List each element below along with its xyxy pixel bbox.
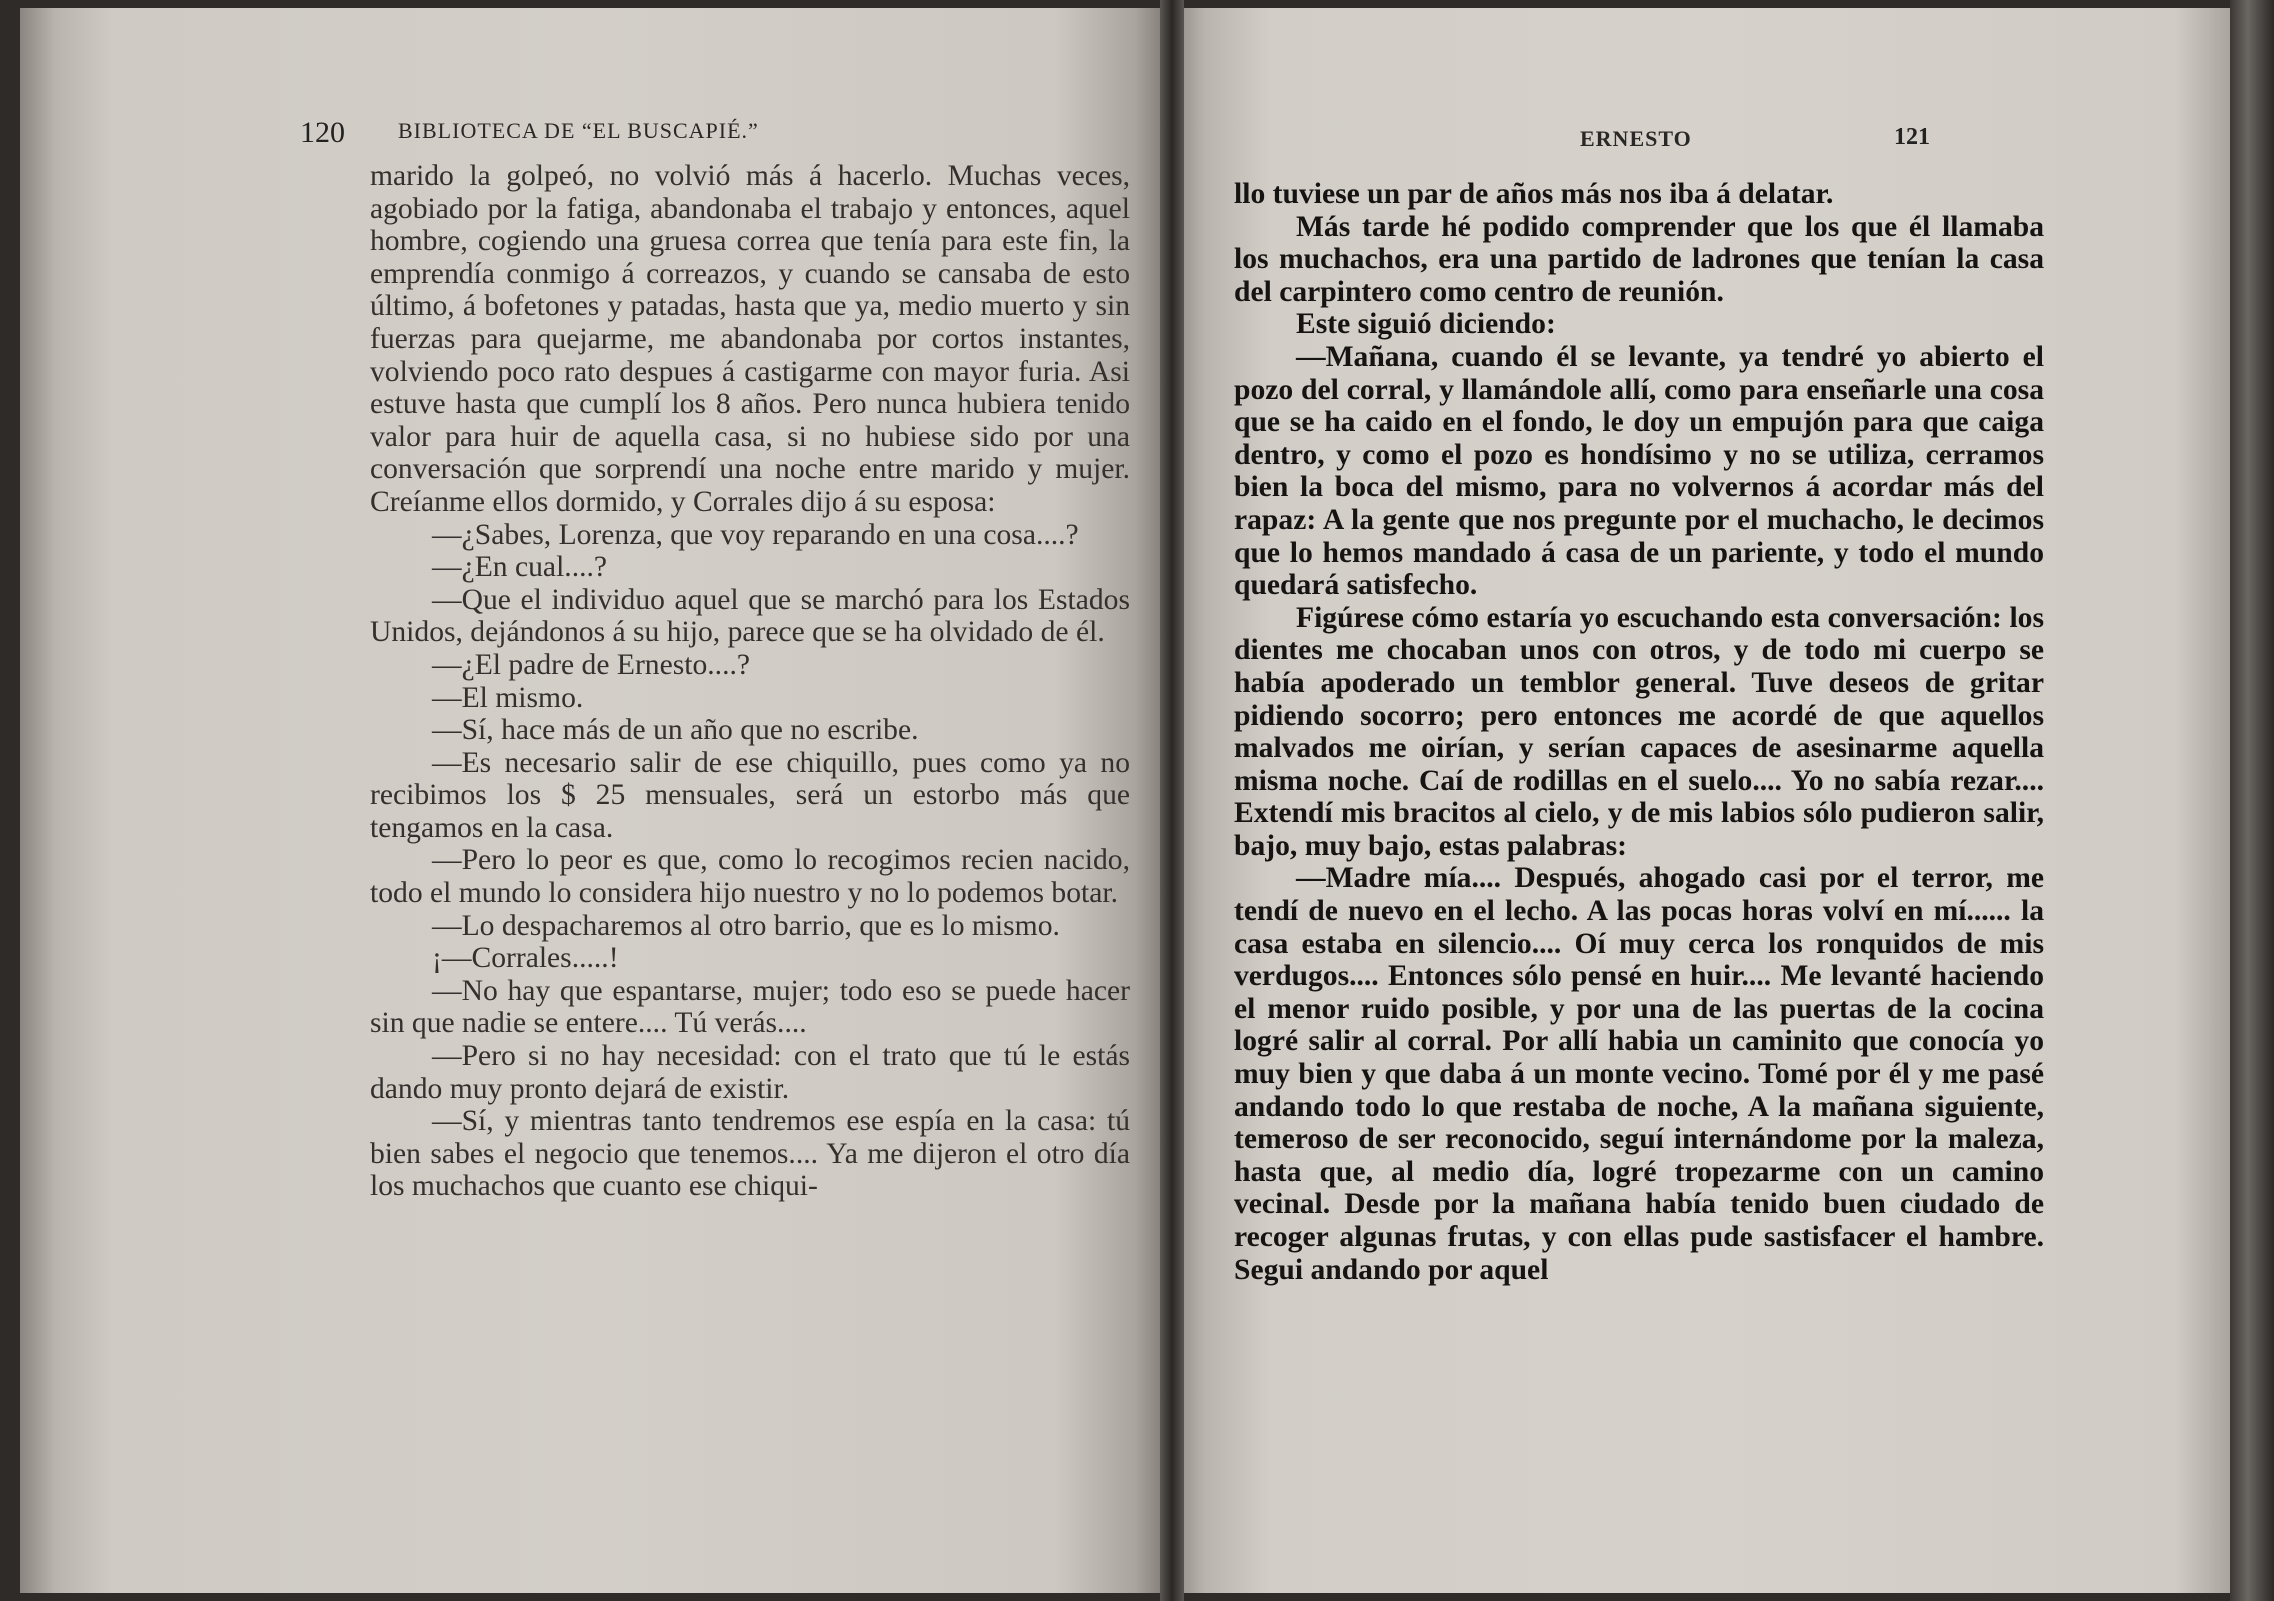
- left-page: [20, 8, 1170, 1593]
- dialogue-line: —Sí, hace más de un año que no escribe.: [432, 714, 919, 747]
- dialogue-line: —Mañana, cuando él se levante, ya tendré yo abierto el pozo del corral, y llamándole allí, como para enseñarle una cosa que se ha caido en el fondo, le doy un empujón para que caiga dentro, y como el pozo es hondísimo y no se utiliza, cerramos bien la boca del mismo, para no volvernos á acordar más del rapaz: A la gente que nos pregunte por el muchacho, le decimos que lo hemos mandado á casa de un pariente, y todo el mundo quedará satisfecho.: [1234, 340, 2044, 602]
- dialogue-line: —Pero lo peor es que, como lo recogimos recien nacido, todo el mundo lo considera hijo nuestro y no lo podemos botar.: [370, 844, 1130, 910]
- dialogue-line: —¿En cual....?: [432, 551, 608, 584]
- dialogue-line: ¡—Corrales.....!: [432, 942, 619, 975]
- paragraph: Este siguió diciendo:: [1296, 308, 1556, 341]
- dialogue-line: —Lo despacharemos al otro barrio, que es lo mismo.: [432, 909, 1060, 942]
- left-running-head: BIBLIOTECA DE “EL BUSCAPIÉ.”: [398, 118, 759, 143]
- paragraph: Más tarde hé podido comprender que los que él llamaba los muchachos, era una partido de ladrones que tenían la casa del carpintero como centro de reunión.: [1234, 210, 2044, 308]
- dialogue-line: —Que el individuo aquel que se marchó para los Estados Unidos, dejándonos á su hijo, parece que se ha olvidado de él.: [370, 583, 1130, 649]
- paragraph: llo tuviese un par de años más nos iba á delatar.: [1234, 178, 1834, 210]
- dialogue-line: —El mismo.: [432, 681, 584, 714]
- paragraph: marido la golpeó, no volvió más á hacerlo. Muchas veces, agobiado por la fatiga, abandonaba el trabajo y entonces, aquel hombre, cogiendo una gruesa correa que tenía para este fin, la emprendía conmigo á correazos, y cuando se cansaba de esto último, á bofetones y patadas, hasta que ya, medio muerto y sin fuerzas para quejarme, me abandonaba por cortos instantes, volviendo poco rato despues á castigarme con mayor furia. Asi estuve hasta que cumplí los 8 años. Pero nunca hubiera tenido valor para huir de aquella casa, si no hubiese sido por una conversación que sorprendí una noche entre marido y mujer. Creíanme ellos dormido, y Corrales dijo á su esposa:: [370, 160, 1130, 518]
- dialogue-line: —Es necesario salir de ese chiquillo, pues como ya no recibimos los $ 25 mensuales, será un estorbo más que tengamos en la casa.: [370, 746, 1130, 844]
- paragraph: —Madre mía.... Después, ahogado casi por el terror, me tendí de nuevo en el lecho. A las pocas horas volví en mí...... la casa estaba en silencio.... Oí muy cerca los ronquidos de mis verdugos.... Entonces sólo pensé en huir.... Me levanté haciendo el menor ruido posible, y por una de las puertas de la cocina logré salir al corral. Por allí habia un caminito que conocía yo muy bien y que daba á un monte vecino. Tomé por él y me pasé andando todo lo que restaba de noche, A la mañana siguiente, temeroso de ser reconocido, seguí internándome por la maleza, hasta que, al medio día, logré tropezarme con un camino vecinal. Desde por la mañana había tenido buen ciudado de recoger algunas frutas, y con ellas pude sastisfacer el hambre. Segui andando por aquel: [1234, 862, 2044, 1286]
- paragraph: Figúrese cómo estaría yo escuchando esta conversación: los dientes me chocaban unos con otros, y de todo mi cuerpo se había apoderado un temblor general. Tuve deseos de gritar pidiendo socorro; pero entonces me acordé de que aquellos malvados me oirían, y serían capaces de asesinarme aquella misma noche. Caí de rodillas en el suelo.... Yo no sabía rezar.... Extendí mis bracitos al cielo, y de mis labios sólo pudieron salir, bajo, muy bajo, estas palabras:: [1234, 601, 2044, 862]
- right-page-text: [1234, 178, 2044, 1286]
- left-page-number: 120: [300, 116, 345, 149]
- dialogue-line: —Sí, y mientras tanto tendremos ese espía en la casa: tú bien sabes el negocio que tenemos.... Ya me dijeron el otro día los muchachos que cuanto ese chiqui-: [370, 1105, 1130, 1203]
- page-edges: [2230, 0, 2274, 1601]
- left-page-text: [370, 160, 1130, 1203]
- dialogue-line: —¿Sabes, Lorenza, que voy reparando en una cosa....?: [432, 518, 1079, 551]
- dialogue-line: —Pero si no hay necesidad: con el trato que tú le estás dando muy pronto dejará de existir.: [370, 1040, 1130, 1105]
- right-page: [1172, 8, 2262, 1593]
- right-running-head: ERNESTO: [1580, 126, 1692, 151]
- right-page-number: 121: [1894, 124, 1930, 150]
- book-gutter: [1160, 0, 1184, 1601]
- dialogue-line: —No hay que espantarse, mujer; todo eso se puede hacer sin que nadie se entere.... Tú verás....: [370, 974, 1130, 1040]
- dialogue-line: —¿El padre de Ernesto....?: [432, 648, 751, 681]
